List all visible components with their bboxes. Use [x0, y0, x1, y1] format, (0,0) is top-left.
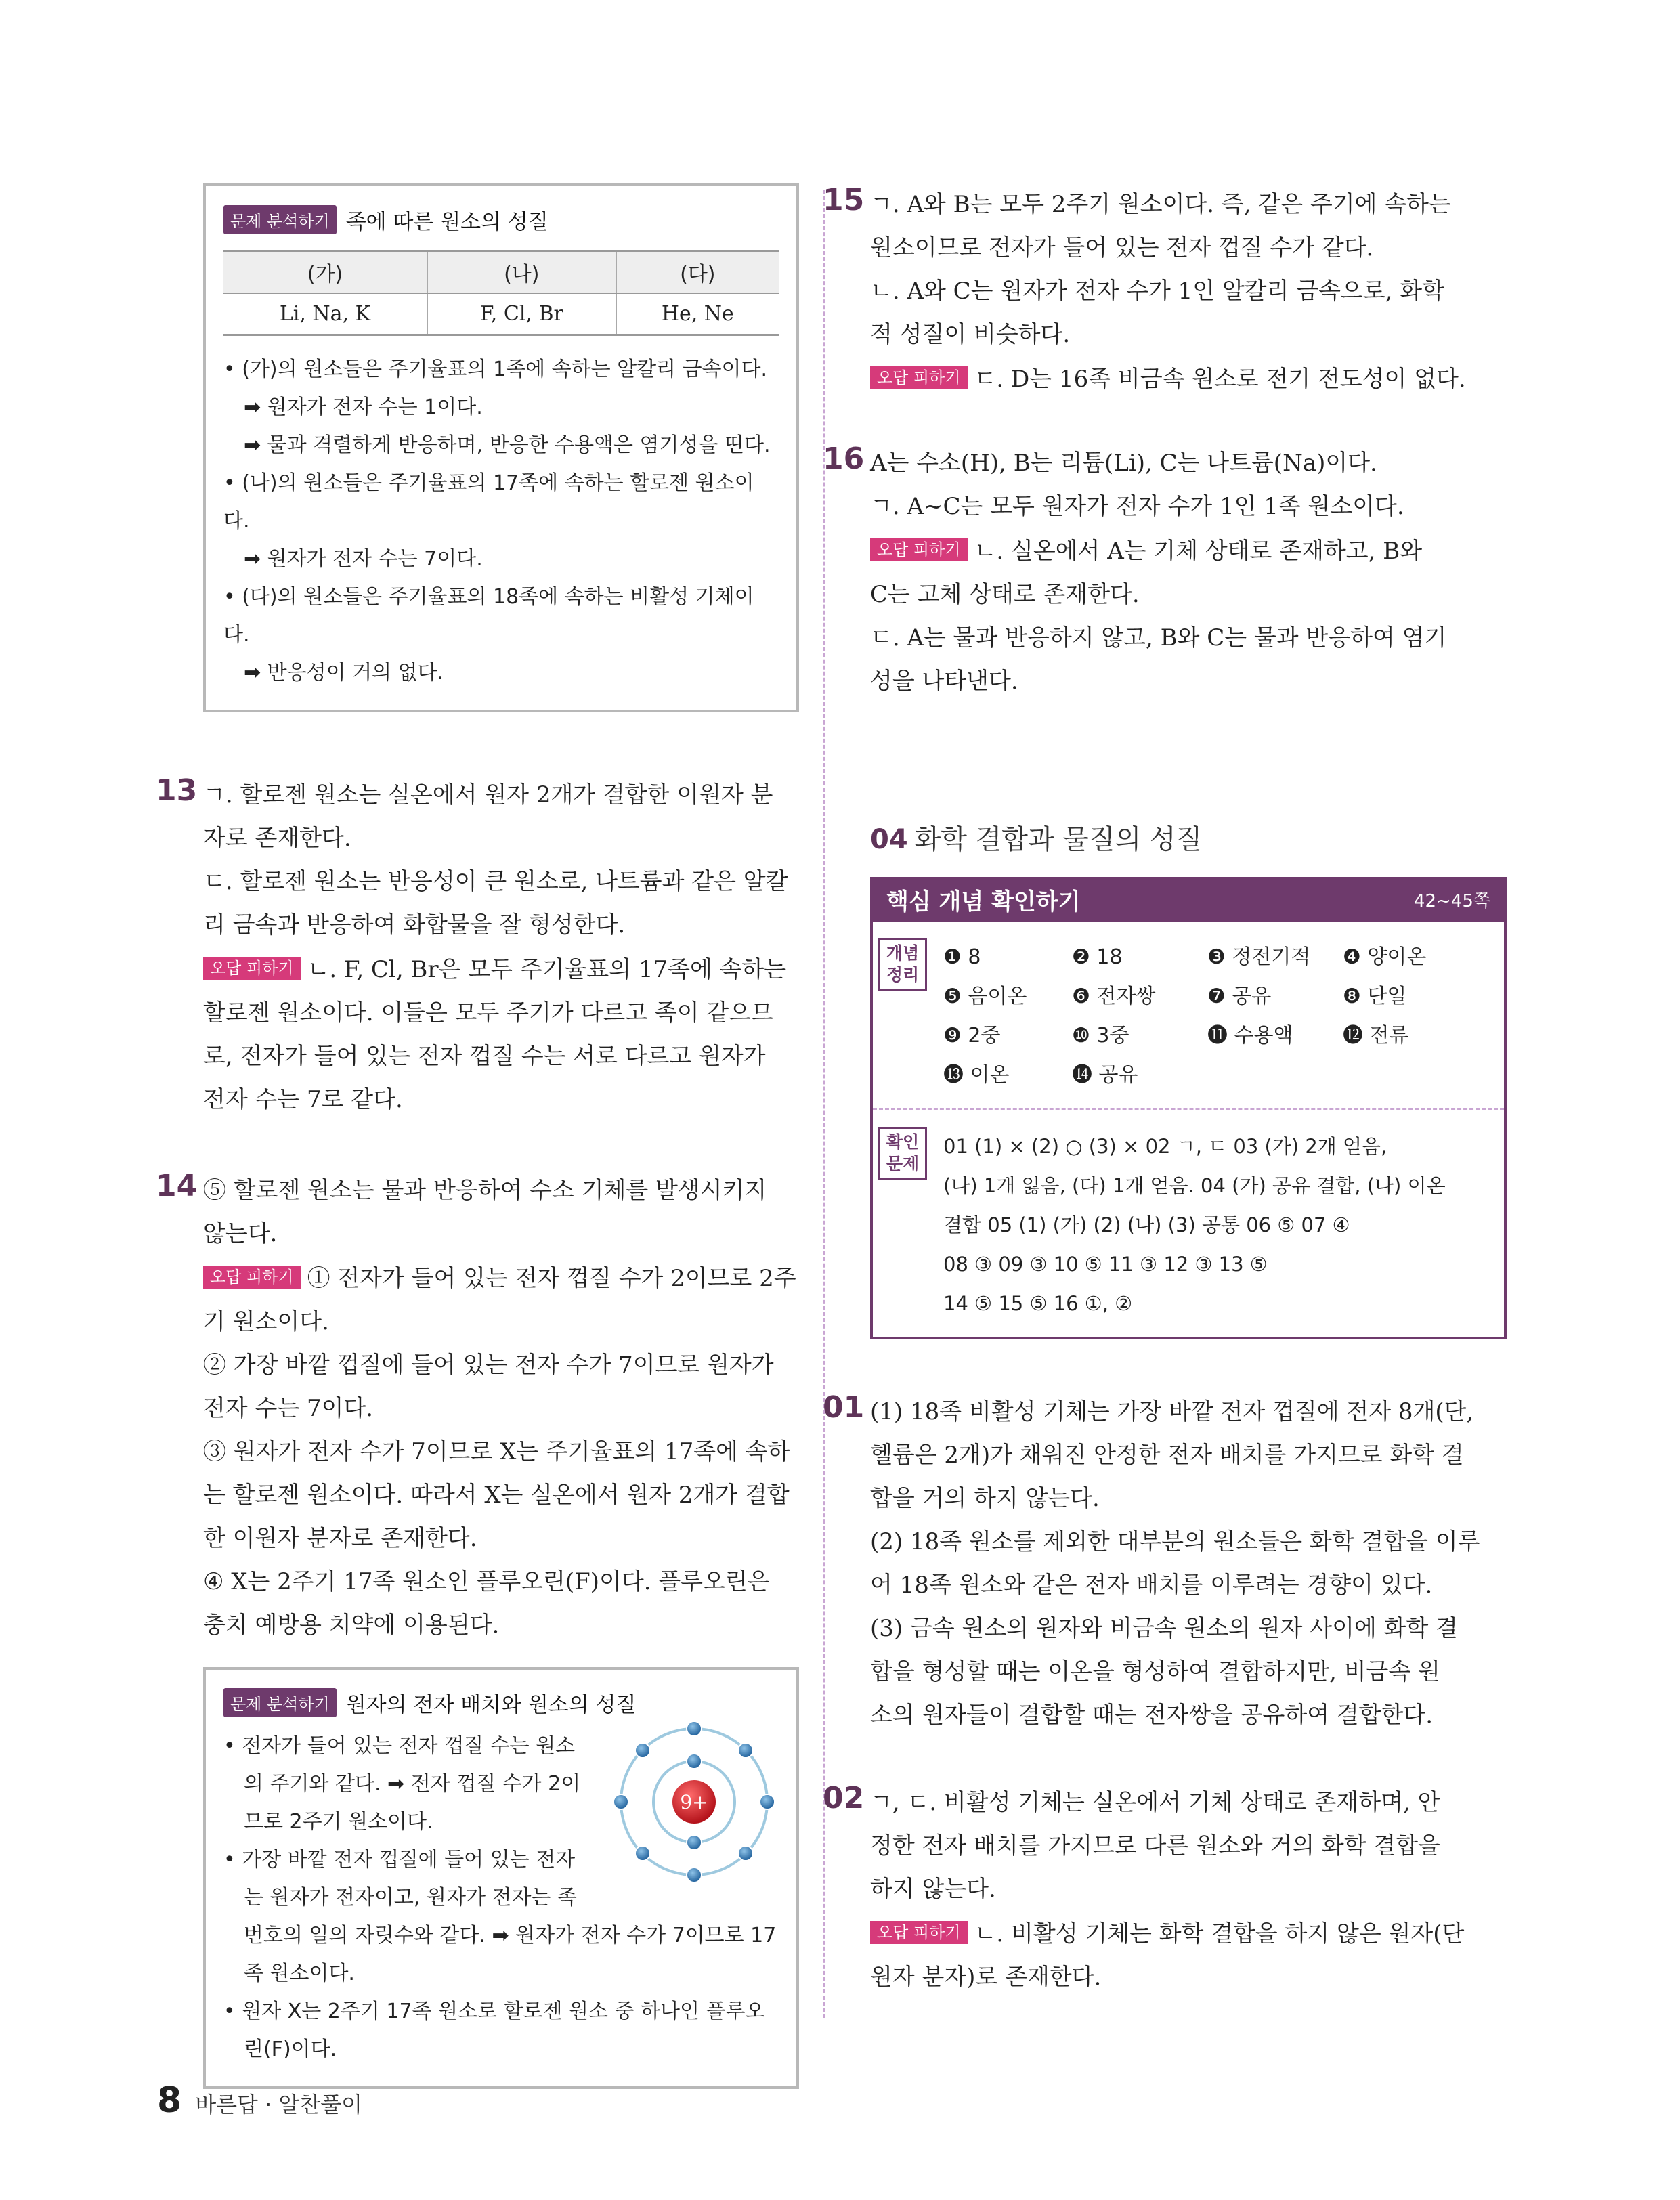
- section-name: 화학 결합과 물질의 성질: [914, 824, 1203, 855]
- analysis-tag: 문제 분석하기: [223, 205, 337, 234]
- answer-14: [156, 1169, 813, 1647]
- electron: [760, 1794, 775, 1809]
- electron: [738, 1846, 753, 1861]
- concept-item: ❷ 18: [1072, 945, 1123, 969]
- answer-line: (3) 금속 원소의 원자와 비금속 원소의 원자 사이에 화학 결: [870, 1615, 1458, 1642]
- answer-text: ㄷ. D는 16족 비금속 원소로 전기 전도성이 없다.: [974, 366, 1466, 393]
- answer-line: ㄱ, ㄷ. 비활성 기체는 실온에서 기체 상태로 존재하며, 안: [870, 1789, 1440, 1816]
- check-tag: 확인 문제: [878, 1127, 927, 1180]
- concept-item: ❾ 2중: [943, 1024, 1001, 1048]
- bullet-line: • (나)의 원소들은 주기율표의 17족에 속하는 할로젠 원소이다.: [223, 471, 754, 533]
- electron: [687, 1835, 702, 1850]
- concept-item: ⓭ 이온: [943, 1063, 1010, 1087]
- answer-line: 정한 전자 배치를 가지므로 다른 원소와 거의 화학 결합을: [870, 1832, 1440, 1859]
- nucleus-label: 9+: [680, 1791, 708, 1813]
- question-number: 13: [156, 773, 198, 808]
- answer-line: ㄱ. A와 B는 모두 2주기 원소이다. 즉, 같은 주기에 속하는: [870, 191, 1451, 218]
- answer-text: ㄴ. F, Cl, Br은 모두 주기율표의 17족에 속하는: [307, 956, 787, 983]
- table-cell: F, Cl, Br: [427, 293, 616, 335]
- concept-item: ⓫ 수용액: [1207, 1024, 1293, 1048]
- answer-line: ② 가장 바깥 껍질에 들어 있는 전자 수가 7이므로 원자가: [203, 1352, 774, 1379]
- answer-15: [823, 183, 1480, 401]
- question-number: 15: [823, 183, 865, 217]
- answer-line: [203, 947, 813, 991]
- check-line: (나) 1개 잃음, (다) 1개 얻음. 04 (가) 공유 결합, (나) 이온: [943, 1174, 1446, 1197]
- table-header: (가): [223, 251, 427, 293]
- bullet-line: ➡ 반응성이 거의 없다.: [244, 661, 444, 685]
- answer-line: ㄷ. A는 물과 반응하지 않고, B와 C는 물과 반응하여 염기: [870, 624, 1447, 651]
- check-answers: [943, 1127, 1446, 1323]
- answer-text: ① 전자가 들어 있는 전자 껍질 수가 2이므로 2주: [307, 1265, 796, 1292]
- electron: [635, 1846, 650, 1861]
- answer-02: [823, 1781, 1480, 1999]
- wrong-answer-tag: 오답 피하기: [870, 366, 968, 389]
- concept-item: ❹ 양이온: [1343, 945, 1427, 969]
- check-line: 01 (1) × (2) ○ (3) × 02 ㄱ, ㄷ 03 (가) 2개 얻음,: [943, 1135, 1387, 1158]
- answer-line: 한 이원자 분자로 존재한다.: [203, 1525, 477, 1552]
- answer-line: (1) 18족 비활성 기체는 가장 바깥 전자 껍질에 전자 8개(단,: [870, 1398, 1474, 1425]
- answer-line: ③ 원자가 전자 수가 7이므로 X는 주기율표의 17족에 속하: [203, 1438, 790, 1465]
- answer-line: 로, 전자가 들어 있는 전자 껍질 수는 서로 다르고 원자가: [203, 1043, 766, 1070]
- book-title: 바른답 · 알찬풀이: [195, 2092, 363, 2117]
- wrong-answer-tag: 오답 피하기: [203, 957, 301, 980]
- page-footer: [157, 2080, 362, 2121]
- bullet-line: • 원자 X는 2주기 17족 원소로 할로젠 원소 중 하나인 플루오: [223, 2000, 765, 2023]
- answer-line: 할로젠 원소이다. 이들은 모두 주기가 다르고 족이 같으므: [203, 999, 773, 1027]
- question-number: 01: [823, 1390, 865, 1425]
- bullet-line: ➡ 원자가 전자 수는 7이다.: [244, 547, 483, 571]
- question-number: 02: [823, 1781, 865, 1815]
- bullet-line: • 가장 바깥 전자 껍질에 들어 있는 전자: [223, 1848, 576, 1872]
- answer-line: 합을 거의 하지 않는다.: [870, 1485, 1100, 1512]
- concept-item: ❼ 공유: [1207, 985, 1272, 1008]
- bullet-line: • 전자가 들어 있는 전자 껍질 수는 원소: [223, 1734, 576, 1758]
- concept-item: ❿ 3중: [1072, 1024, 1129, 1048]
- analysis-bullets: [223, 351, 779, 692]
- answer-line: 원자 분자)로 존재한다.: [870, 1964, 1102, 1991]
- bullet-line: ➡ 물과 격렬하게 반응하며, 반응한 수용액은 염기성을 띤다.: [244, 433, 771, 457]
- answer-line: [870, 1911, 1480, 1956]
- check-problem-row: [873, 1108, 1504, 1337]
- answer-line: C는 고체 상태로 존재한다.: [870, 581, 1140, 608]
- answer-line: 소의 원자들이 결합할 때는 전자쌍을 공유하여 결합한다.: [870, 1702, 1434, 1729]
- answer-line: [870, 356, 1480, 401]
- bullet-line: 족 원소이다.: [244, 1962, 355, 1985]
- answer-line: 합을 형성할 때는 이온을 형성하여 결합하지만, 비금속 원: [870, 1658, 1440, 1685]
- answer-line: ④ X는 2주기 17족 원소인 플루오린(F)이다. 플루오린은: [203, 1568, 770, 1595]
- concept-summary-row: [873, 922, 1504, 1108]
- concept-item: ❺ 음이온: [943, 985, 1027, 1008]
- table-header: (나): [427, 251, 616, 293]
- section-title: [870, 818, 1480, 857]
- question-number: 14: [156, 1169, 198, 1203]
- table-header: (다): [616, 251, 779, 293]
- table-cell: He, Ne: [616, 293, 779, 335]
- answer-01: [823, 1390, 1480, 1737]
- answer-line: ㄴ. A와 C는 원자가 전자 수가 1인 알칼리 금속으로, 화학: [870, 278, 1444, 305]
- answer-line: 리 금속과 반응하여 화합물을 잘 형성한다.: [203, 911, 626, 939]
- answer-line: 자로 존재한다.: [203, 825, 351, 852]
- analysis-tag: 문제 분석하기: [223, 1688, 337, 1717]
- analysis-title: 족에 따른 원소의 성질: [345, 210, 548, 234]
- answer-text: ㄴ. 비활성 기체는 화학 결합을 하지 않은 원자(단: [974, 1920, 1465, 1947]
- answer-line: ㄷ. 할로젠 원소는 반응성이 큰 원소로, 나트륨과 같은 알칼: [203, 868, 788, 895]
- bullet-line: 린(F)이다.: [244, 2037, 337, 2061]
- check-line: 결합 05 (1) (가) (2) (나) (3) 공통 06 ⑤ 07 ④: [943, 1213, 1350, 1236]
- answer-line: 적 성질이 비슷하다.: [870, 321, 1071, 348]
- answer-line: (2) 18족 원소를 제외한 대부분의 원소들은 화학 결합을 이루: [870, 1528, 1480, 1555]
- concept-item: ❶ 8: [943, 945, 981, 969]
- core-concept-pages: 42~45쪽: [1413, 890, 1490, 911]
- analysis-box-header: [223, 1687, 779, 1718]
- answer-line: 기 원소이다.: [203, 1308, 329, 1335]
- bullet-line: 는 원자가 전자이고, 원자가 전자는 족: [244, 1886, 577, 1910]
- check-line: 14 ⑤ 15 ⑤ 16 ①, ②: [943, 1292, 1133, 1315]
- atom-diagram: [609, 1717, 779, 1886]
- answer-line: ⑤ 할로젠 원소는 물과 반응하여 수소 기체를 발생시키지: [203, 1177, 767, 1204]
- electron: [687, 1754, 702, 1769]
- table-cell: Li, Na, K: [223, 293, 427, 335]
- right-column: [823, 183, 1490, 1999]
- concept-item: ⓮ 공유: [1072, 1063, 1138, 1087]
- bullet-line: 므로 2주기 원소이다.: [244, 1810, 433, 1834]
- group-table: [223, 250, 779, 336]
- answer-line: 충치 예방용 치약에 이용된다.: [203, 1612, 500, 1639]
- analysis-box-header: [223, 204, 779, 235]
- check-line: 08 ③ 09 ③ 10 ⑤ 11 ③ 12 ③ 13 ⑤: [943, 1253, 1268, 1276]
- left-column: [156, 183, 813, 2089]
- electron: [687, 1868, 702, 1882]
- concept-item: ❽ 단일: [1343, 985, 1407, 1008]
- bullet-line: • (가)의 원소들은 주기율표의 1족에 속하는 알칼리 금속이다.: [223, 358, 768, 381]
- electron: [687, 1721, 702, 1736]
- analysis-box-2: [203, 1667, 799, 2089]
- answer-line: 하지 않는다.: [870, 1876, 996, 1903]
- concept-item: ❸ 정전기적: [1207, 945, 1311, 969]
- concept-grid: [943, 938, 1478, 1095]
- electron: [738, 1743, 753, 1758]
- answer-line: [870, 528, 1480, 573]
- answer-line: 않는다.: [203, 1220, 278, 1247]
- electron: [613, 1794, 628, 1809]
- answer-line: [203, 1255, 813, 1300]
- answer-line: 어 18족 원소와 같은 전자 배치를 이루려는 경향이 있다.: [870, 1572, 1433, 1599]
- answer-line: 전자 수는 7로 같다.: [203, 1086, 403, 1113]
- answer-line: 성을 나타낸다.: [870, 668, 1018, 695]
- question-number: 16: [823, 441, 865, 476]
- answer-line: ㄱ. A~C는 모두 원자가 전자 수가 1인 1족 원소이다.: [870, 493, 1404, 520]
- bullet-line: • (다)의 원소들은 주기율표의 18족에 속하는 비활성 기체이다.: [223, 585, 754, 647]
- electron: [635, 1743, 650, 1758]
- answer-text: ㄴ. 실온에서 A는 기체 상태로 존재하고, B와: [974, 538, 1423, 565]
- concept-tag: 개념 정리: [878, 938, 927, 991]
- bullet-line: 의 주기와 같다. ➡ 전자 껍질 수가 2이: [244, 1772, 581, 1796]
- analysis-title: 원자의 전자 배치와 원소의 성질: [345, 1693, 637, 1717]
- bullet-line: 번호의 일의 자릿수와 같다. ➡ 원자가 전자 수가 7이므로 17: [244, 1924, 777, 1947]
- core-concept-header: [873, 877, 1504, 922]
- answer-line: 는 할로젠 원소이다. 따라서 X는 실온에서 원자 2개가 결합: [203, 1482, 790, 1509]
- answer-13: [156, 773, 813, 1121]
- wrong-answer-tag: 오답 피하기: [870, 538, 968, 561]
- answer-line: A는 수소(H), B는 리튬(Li), C는 나트륨(Na)이다.: [870, 450, 1377, 477]
- concept-item: ❻ 전자쌍: [1072, 985, 1156, 1008]
- answer-line: 전자 수는 7이다.: [203, 1395, 374, 1422]
- answer-line: 원소이므로 전자가 들어 있는 전자 껍질 수가 같다.: [870, 234, 1374, 261]
- page-number: 8: [157, 2080, 182, 2121]
- analysis-box-1: [203, 183, 799, 712]
- answer-line: ㄱ. 할로젠 원소는 실온에서 원자 2개가 결합한 이원자 분: [203, 781, 773, 808]
- wrong-answer-tag: 오답 피하기: [870, 1921, 968, 1944]
- bullet-line: ➡ 원자가 전자 수는 1이다.: [244, 395, 483, 419]
- answer-16: [823, 441, 1480, 703]
- wrong-answer-tag: 오답 피하기: [203, 1266, 301, 1289]
- concept-item: ⓬ 전류: [1343, 1024, 1409, 1048]
- core-concept-box: [870, 877, 1507, 1339]
- answer-line: 헬륨은 2개)가 채워진 안정한 전자 배치를 가지므로 화학 결: [870, 1442, 1464, 1469]
- core-concept-title: 핵심 개념 확인하기: [886, 888, 1081, 915]
- section-number: 04: [870, 824, 908, 855]
